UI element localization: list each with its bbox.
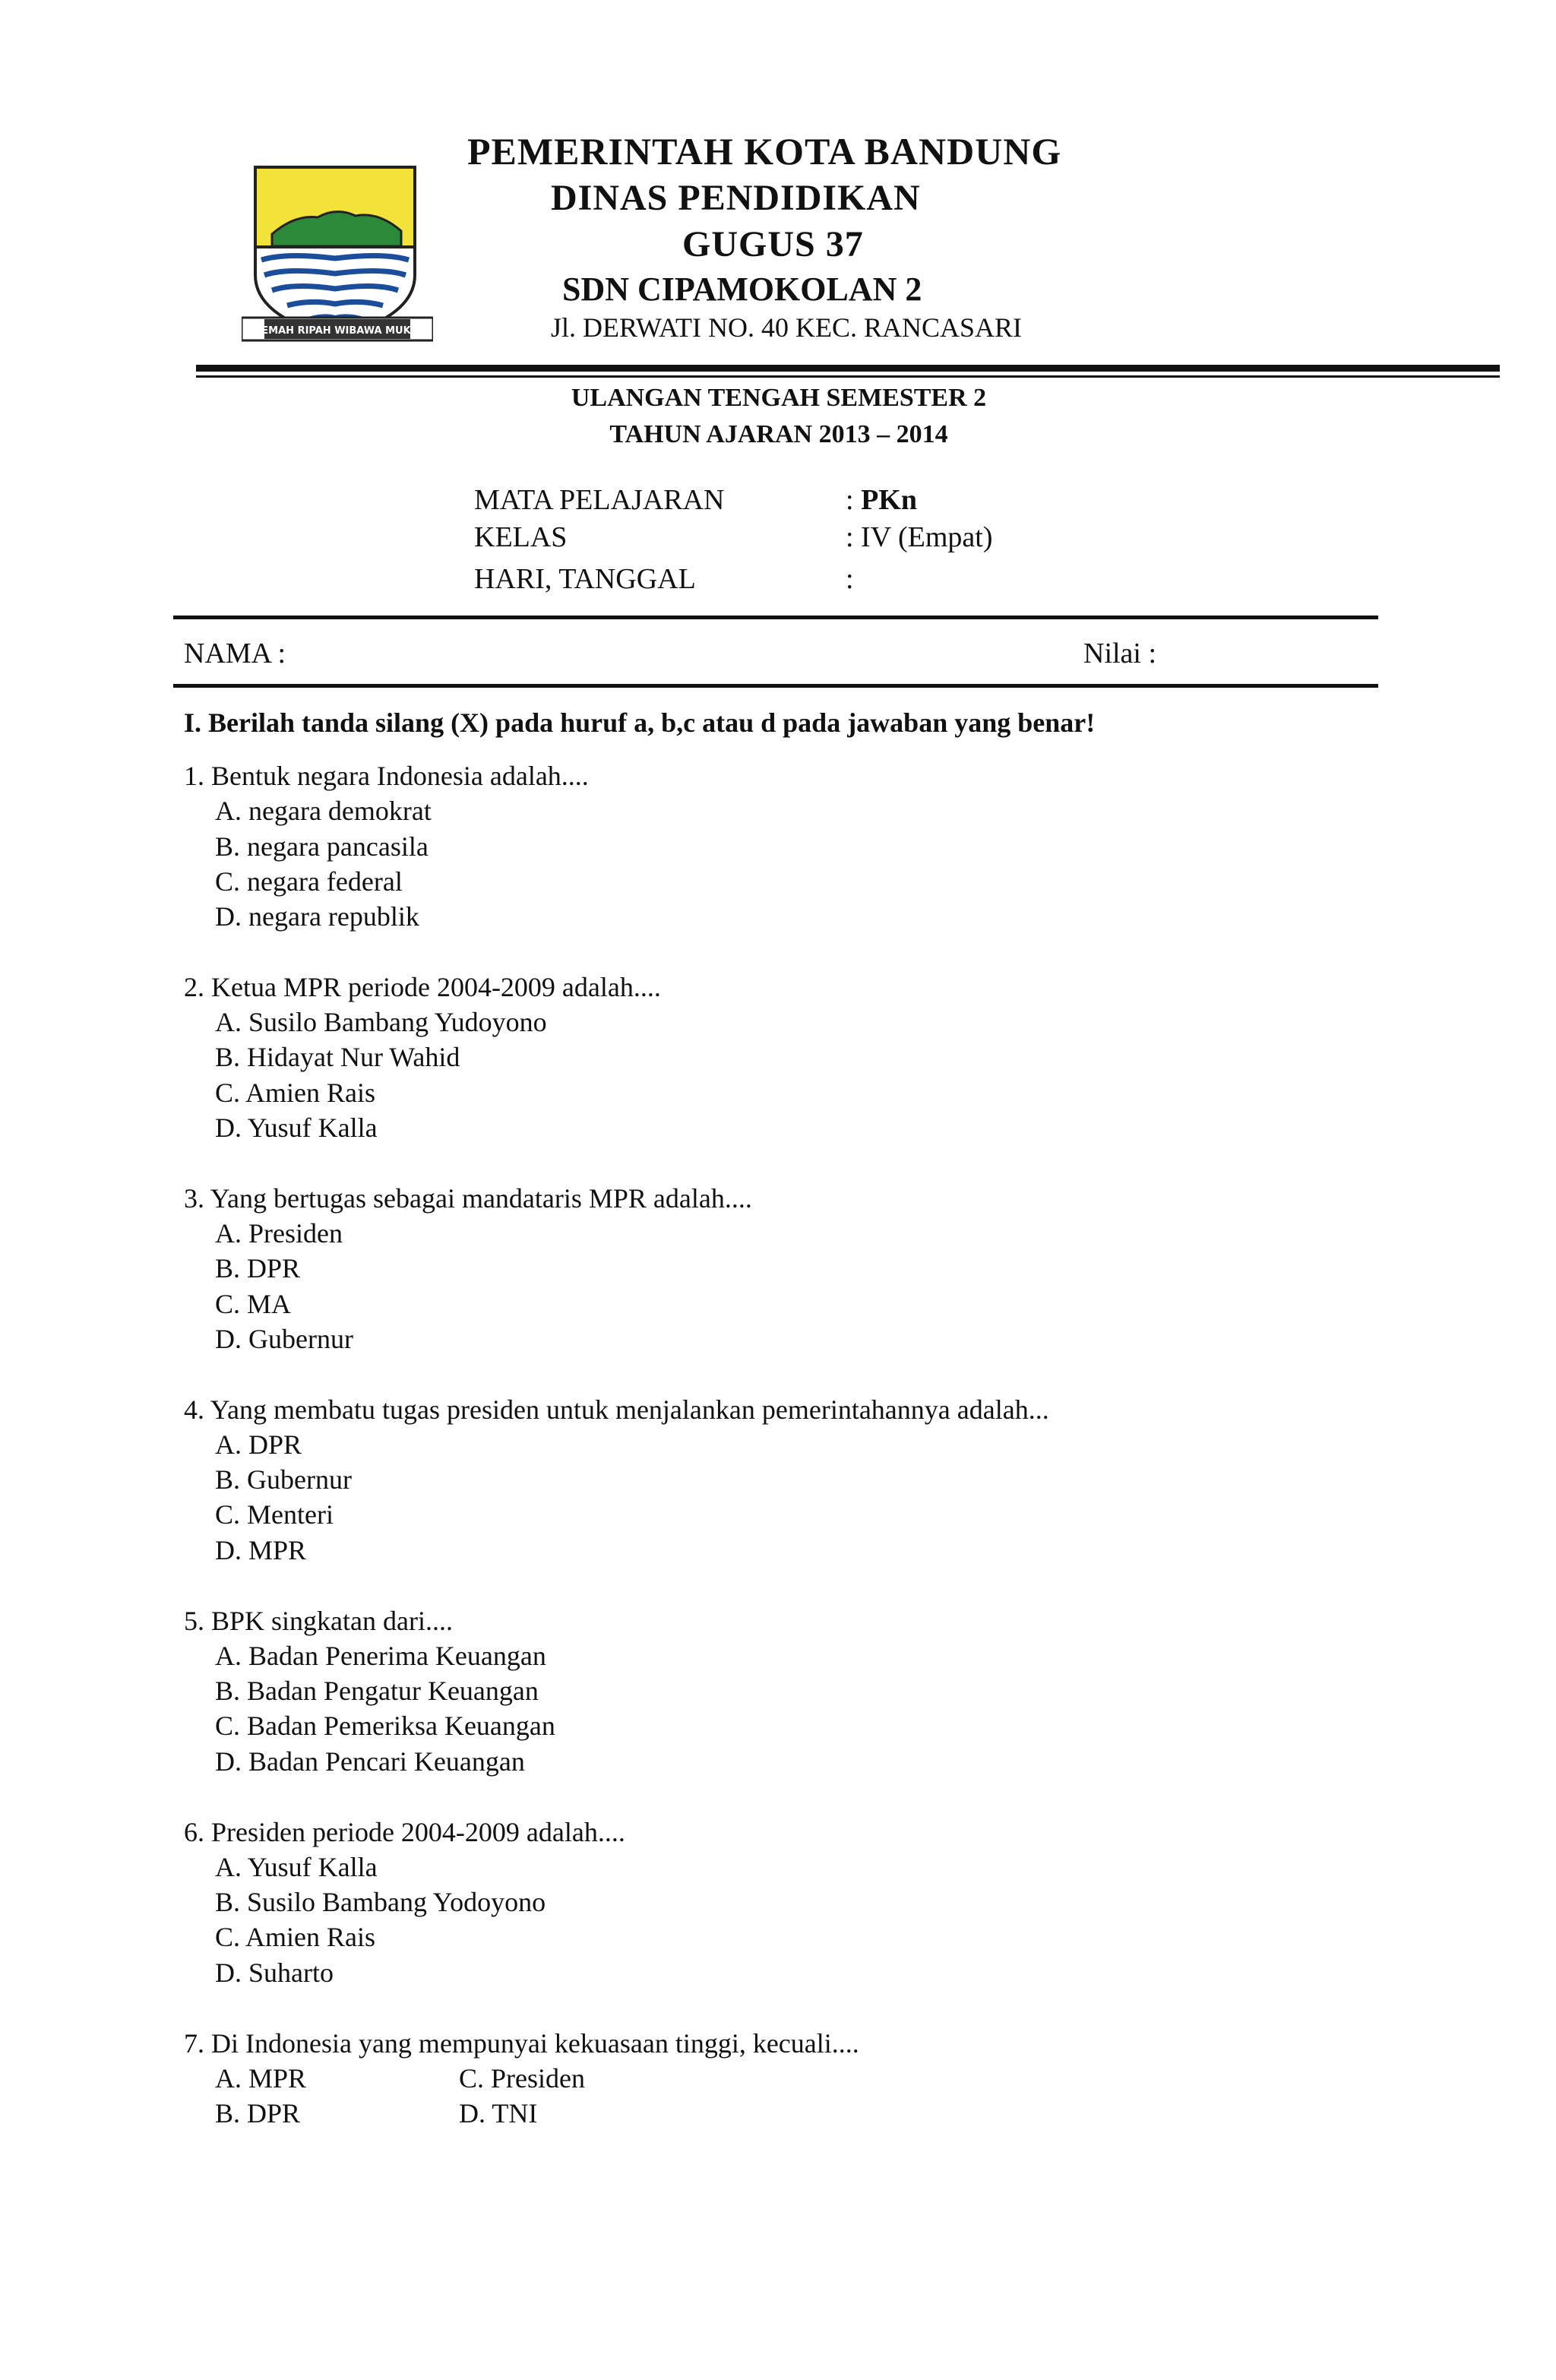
q6-option-a: A. Yusuf Kalla — [215, 1852, 378, 1882]
q4-option-a: A. DPR — [215, 1429, 302, 1460]
q7-option-a: A. MPR — [215, 2063, 307, 2094]
q5-option-a: A. Badan Penerima Keuangan — [215, 1641, 546, 1671]
question-5: 5. BPK singkatan dari.... — [184, 1606, 453, 1636]
q7-option-d: D. TNI — [459, 2098, 538, 2128]
q6-option-b: B. Susilo Bambang Yodoyono — [215, 1887, 546, 1917]
q5-option-c: C. Badan Pemeriksa Keuangan — [215, 1711, 555, 1741]
name-field-label: NAMA : — [184, 638, 286, 669]
subject-colon: : — [846, 484, 862, 516]
q3-option-b: B. DPR — [215, 1253, 301, 1283]
subject-value-wrap — [846, 483, 917, 517]
q6-option-d: D. Suharto — [215, 1957, 334, 1988]
header-divider-thick — [196, 365, 1500, 372]
date-value: : — [846, 563, 854, 595]
question-3: 3. Yang bertugas sebagai mandataris MPR adalah.... — [184, 1183, 752, 1214]
name-row-bottom-line — [173, 684, 1378, 688]
question-7: 7. Di Indonesia yang mempunyai kekuasaan tinggi, kecuali.... — [184, 2028, 859, 2059]
q4-option-c: C. Menteri — [215, 1499, 334, 1530]
score-field-label: Nilai : — [1083, 638, 1157, 669]
q2-option-c: C. Amien Rais — [215, 1078, 376, 1108]
q1-option-b: B. negara pancasila — [215, 831, 429, 862]
academic-year: TAHUN AJARAN 2013 – 2014 — [609, 420, 948, 448]
school-address: Jl. DERWATI NO. 40 KEC. RANCASARI — [551, 312, 1023, 343]
exam-title: ULANGAN TENGAH SEMESTER 2 — [571, 384, 987, 412]
q7-option-b: B. DPR — [215, 2098, 301, 2128]
name-row-top-line — [173, 616, 1378, 619]
school-name: SDN CIPAMOKOLAN 2 — [562, 271, 922, 308]
q2-option-d: D. Yusuf Kalla — [215, 1112, 378, 1143]
q1-option-d: D. negara republik — [215, 901, 419, 932]
question-6: 6. Presiden periode 2004-2009 adalah.... — [184, 1817, 625, 1847]
q3-option-c: C. MA — [215, 1289, 292, 1319]
cluster-title: GUGUS 37 — [682, 224, 864, 264]
q5-option-b: B. Badan Pengatur Keuangan — [215, 1676, 539, 1706]
government-title: PEMERINTAH KOTA BANDUNG — [467, 130, 1062, 172]
q1-option-a: A. negara demokrat — [215, 796, 432, 826]
department-title: DINAS PENDIDIKAN — [551, 178, 921, 218]
q3-option-d: D. Gubernur — [215, 1324, 353, 1354]
exam-title-block — [536, 380, 1022, 453]
q4-option-d: D. MPR — [215, 1535, 307, 1565]
q3-option-a: A. Presiden — [215, 1218, 343, 1249]
q6-option-c: C. Amien Rais — [215, 1922, 376, 1952]
subject-label: MATA PELAJARAN — [474, 484, 725, 516]
question-2: 2. Ketua MPR periode 2004-2009 adalah.... — [184, 972, 661, 1002]
q2-option-a: A. Susilo Bambang Yudoyono — [215, 1007, 547, 1037]
question-4: 4. Yang membatu tugas presiden untuk menjalankan pemerintahannya adalah... — [184, 1394, 1049, 1425]
q4-option-b: B. Gubernur — [215, 1464, 352, 1495]
q2-option-b: B. Hidayat Nur Wahid — [215, 1042, 460, 1072]
date-label: HARI, TANGGAL — [474, 563, 696, 595]
class-value: : IV (Empat) — [846, 521, 993, 553]
q1-option-c: C. negara federal — [215, 866, 403, 897]
q7-option-c: C. Presiden — [459, 2063, 585, 2094]
class-label: KELAS — [474, 521, 568, 553]
subject-value: PKn — [861, 484, 917, 516]
header-divider-thin — [196, 375, 1500, 378]
q5-option-d: D. Badan Pencari Keuangan — [215, 1746, 525, 1777]
section-instruction: I. Berilah tanda silang (X) pada huruf a, b,c atau d pada jawaban yang benar! — [184, 707, 1096, 738]
bandung-coat-of-arms-logo — [242, 161, 433, 347]
question-1: 1. Bentuk negara Indonesia adalah.... — [184, 761, 589, 791]
logo-ribbon-text: GEMAH RIPAH WIBAWA MUKTI — [253, 325, 422, 337]
